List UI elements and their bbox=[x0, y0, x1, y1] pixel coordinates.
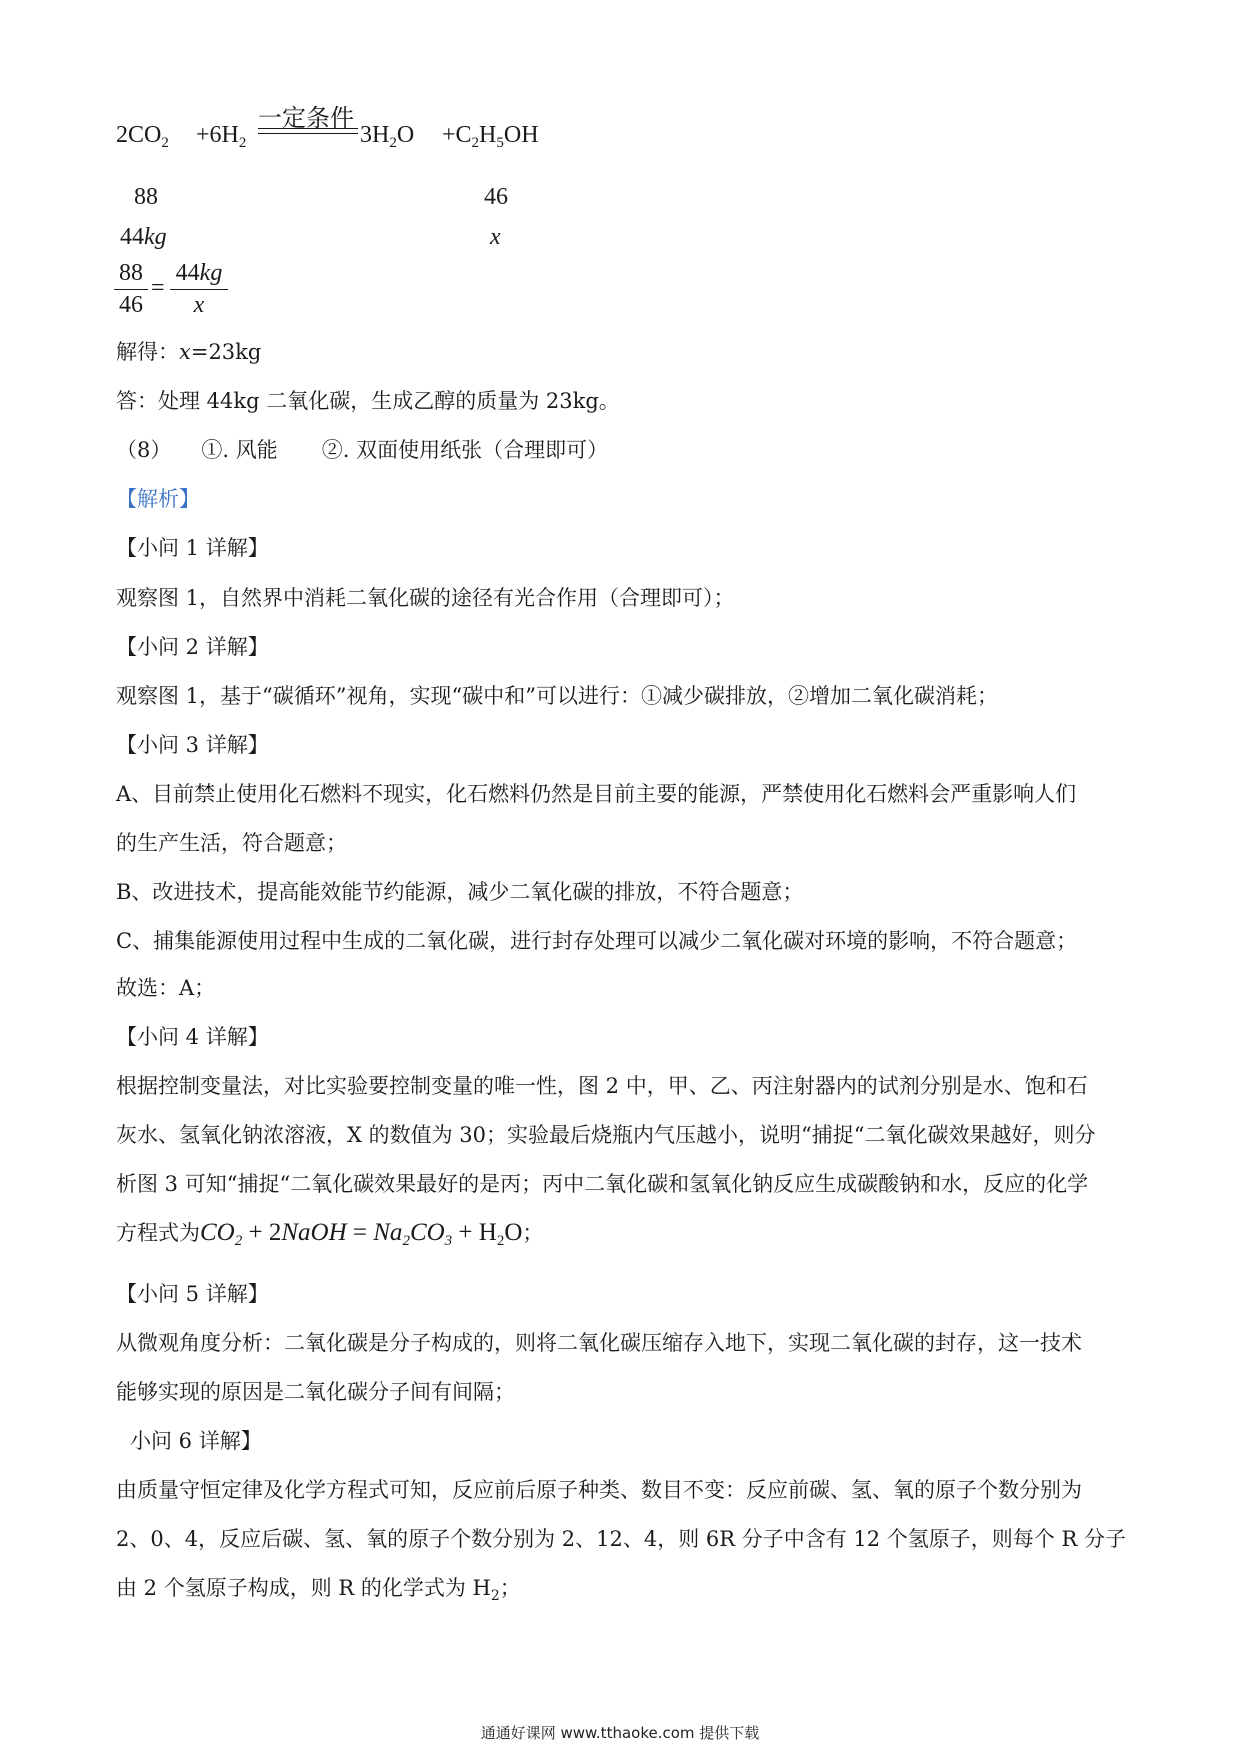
q4-heading: 【小问 4 详解】 bbox=[116, 1025, 269, 1049]
fraction-left: 88 46 bbox=[114, 260, 148, 319]
q1-heading: 【小问 1 详解】 bbox=[116, 536, 269, 560]
q3-option-a-line1: A、目前禁止使用化石燃料不现实，化石燃料仍然是目前主要的能源，严禁使用化石燃料会严重影响人们 bbox=[116, 782, 1077, 806]
page-footer: 通通好课网 www.tthaoke.com 提供下载 bbox=[480, 1724, 760, 1742]
unknown-mass-ethanol: x bbox=[490, 224, 501, 250]
q3-option-c: C、捕集能源使用过程中生成的二氧化碳，进行封存处理可以减少二氧化碳对环境的影响，不符合题意； bbox=[116, 929, 1078, 953]
solution-line: 解得：x=23kg bbox=[116, 340, 262, 364]
q6-line2: 2、0、4，反应后碳、氢、氧的原子个数分别为 2、12、4，则 6R 分子中含有 12 个氢原子，则每个 R 分子 bbox=[116, 1527, 1126, 1551]
q2-heading: 【小问 2 详解】 bbox=[116, 635, 269, 659]
equation-term-ethanol: $+C_2H_5OH$ bbox=[442, 122, 539, 151]
reaction-arrow-line-top bbox=[258, 128, 358, 129]
q3-heading: 【小问 3 详解】 bbox=[116, 733, 269, 757]
q3-option-b: B、改进技术，提高能效能节约能源，减少二氧化碳的排放，不符合题意； bbox=[116, 880, 804, 904]
equation-term-co2: $2CO_2$ bbox=[116, 122, 169, 151]
q4-line4: 方程式为$CO_2$ + 2NaOH = $Na_2CO_3 + H_2O$； bbox=[116, 1219, 544, 1249]
q4-formula: $CO_2$ + 2NaOH = $Na_2CO_3 + H_2O$ bbox=[200, 1219, 523, 1249]
part8-line: （8） ①. 风能 ②. 双面使用纸张（合理即可） bbox=[116, 438, 609, 462]
q1-text: 观察图 1，自然界中消耗二氧化碳的途径有光合作用（合理即可）； bbox=[116, 586, 735, 610]
q2-text: 观察图 1，基于“碳循环”视角，实现“碳中和”可以进行：①减少碳排放，②增加二氧化碳消耗； bbox=[116, 684, 998, 708]
q4-line3: 析图 3 可知“捕捉“二氧化碳效果最好的是丙；丙中二氧化碳和氢氧化钠反应生成碳酸钠和水，反应的化学 bbox=[116, 1172, 1089, 1196]
q4-line1: 根据控制变量法，对比实验要控制变量的唯一性，图 2 中，甲、乙、丙注射器内的试剂分别是水、饱和石 bbox=[116, 1074, 1088, 1098]
reaction-arrow-line-bottom bbox=[258, 133, 358, 134]
equation-term-h2: $+6H_2$ bbox=[196, 122, 247, 151]
molar-mass-co2: 88 bbox=[134, 184, 158, 210]
q6-heading: 小问 6 详解】 bbox=[130, 1429, 262, 1453]
q3-choice: 故选：A； bbox=[116, 976, 216, 1000]
q6-line3: 由 2 个氢原子构成，则 R 的化学式为 $H_2$； bbox=[116, 1576, 521, 1605]
q5-line2: 能够实现的原因是二氧化碳分子间有间隔； bbox=[116, 1380, 515, 1404]
q5-line1: 从微观角度分析：二氧化碳是分子构成的，则将二氧化碳压缩存入地下，实现二氧化碳的封存，这一技术 bbox=[116, 1331, 1082, 1355]
fraction-right: 44kg x bbox=[170, 260, 228, 319]
q5-heading: 【小问 5 详解】 bbox=[116, 1282, 269, 1306]
fraction-equals: = bbox=[151, 275, 165, 301]
q3-option-a-line2: 的生产生活，符合题意； bbox=[116, 831, 347, 855]
equation-term-h2o: $3H_2O$ bbox=[360, 122, 415, 151]
given-mass-co2: 44kg bbox=[120, 224, 167, 250]
reaction-condition: 一定条件 bbox=[258, 106, 354, 132]
molar-mass-ethanol: 46 bbox=[484, 184, 508, 210]
q6-line1: 由质量守恒定律及化学方程式可知，反应前后原子种类、数目不变：反应前碳、氢、氧的原子个数分别为 bbox=[116, 1478, 1082, 1502]
q4-line2: 灰水、氢氧化钠浓溶液，X 的数值为 30；实验最后烧瓶内气压越小，说明“捕捉“二氧化碳效果越好，则分 bbox=[116, 1123, 1096, 1147]
answer-line: 答：处理 44kg 二氧化碳，生成乙醇的质量为 23kg。 bbox=[116, 389, 620, 413]
analysis-heading: 【解析】 bbox=[116, 487, 200, 511]
